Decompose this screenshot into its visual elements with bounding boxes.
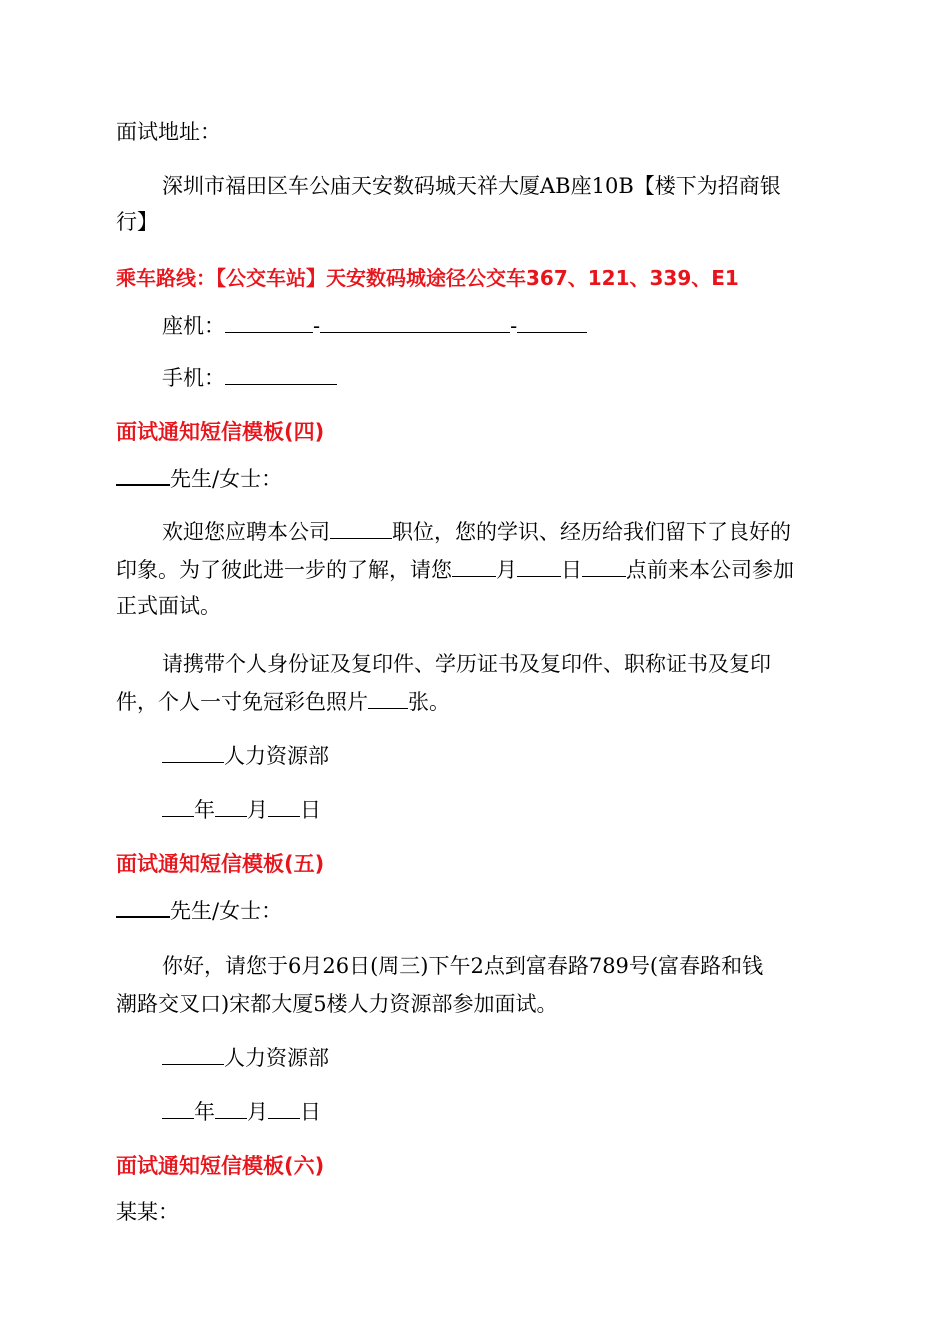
mobile-blank	[225, 364, 337, 385]
section-4-p1-line3: 正式面试。	[116, 594, 221, 618]
landline-number-blank	[320, 312, 510, 333]
day-blank	[517, 556, 561, 577]
text: 欢迎您应聘本公司	[162, 520, 330, 544]
text: 日	[561, 558, 582, 582]
text: 月	[247, 798, 268, 822]
day-blank	[268, 1098, 300, 1119]
mobile-label: 手机：	[162, 366, 225, 390]
address-label: 面试地址：	[116, 120, 221, 144]
year-blank	[162, 796, 194, 817]
month-blank	[215, 1098, 247, 1119]
section-4-p1-line2	[116, 556, 836, 584]
landline-label: 座机：	[162, 314, 225, 338]
mobile-row	[162, 364, 882, 392]
section-6-salutation: 某某：	[116, 1200, 179, 1224]
section-4-dept	[162, 742, 882, 770]
address-line-2: 行】	[116, 210, 158, 234]
salutation-text: 先生/女士：	[170, 899, 283, 923]
section-4-p1-line1	[162, 518, 882, 546]
company-blank	[162, 1044, 224, 1065]
text: 张。	[408, 690, 450, 714]
section-6-title: 面试通知短信模板(六)	[116, 1154, 325, 1178]
dept-text: 人力资源部	[224, 744, 329, 768]
text: 日	[300, 1100, 321, 1124]
text: 件，个人一寸免冠彩色照片	[116, 690, 368, 714]
company-blank	[162, 742, 224, 763]
year-blank	[162, 1098, 194, 1119]
address-line-1: 深圳市福田区车公庙天安数码城天祥大厦AB座10B【楼下为招商银	[162, 174, 781, 198]
section-5-dept	[162, 1044, 882, 1072]
landline-separator: -	[313, 314, 321, 338]
text: 月	[496, 558, 517, 582]
month-blank	[452, 556, 496, 577]
position-blank	[330, 518, 392, 539]
text: 日	[300, 798, 321, 822]
section-4-salutation	[116, 464, 836, 493]
section-4-p2-line1: 请携带个人身份证及复印件、学历证书及复印件、职称证书及复印	[162, 652, 771, 676]
section-5-title: 面试通知短信模板(五)	[116, 852, 325, 876]
hour-blank	[582, 556, 626, 577]
landline-row	[162, 312, 882, 340]
photo-count-blank	[368, 688, 408, 709]
text: 月	[247, 1100, 268, 1124]
bus-route: 乘车路线：【公交车站】天安数码城途径公交车367、121、339、E1	[116, 266, 739, 290]
text: 职位，您的学识、经历给我们留下了良好的	[392, 520, 791, 544]
dept-text: 人力资源部	[224, 1046, 329, 1070]
text: 年	[194, 798, 215, 822]
section-4-p2-line2	[116, 688, 836, 716]
section-4-title: 面试通知短信模板(四)	[116, 420, 325, 444]
month-blank	[215, 796, 247, 817]
section-5-p1-line2: 潮路交叉口)宋都大厦5楼人力资源部参加面试。	[116, 992, 558, 1016]
section-5-date	[162, 1098, 882, 1126]
name-blank	[116, 896, 170, 918]
section-4-date	[162, 796, 882, 824]
section-5-p1-line1: 你好，请您于6月26日(周三)下午2点到富春路789号(富春路和钱	[162, 954, 764, 978]
landline-ext-blank	[517, 312, 587, 333]
salutation-text: 先生/女士：	[170, 467, 283, 491]
text: 点前来本公司参加	[626, 558, 794, 582]
day-blank	[268, 796, 300, 817]
name-blank	[116, 464, 170, 486]
text: 印象。为了彼此进一步的了解，请您	[116, 558, 452, 582]
landline-separator: -	[510, 314, 518, 338]
text: 年	[194, 1100, 215, 1124]
landline-area-blank	[225, 312, 313, 333]
section-5-salutation	[116, 896, 836, 925]
